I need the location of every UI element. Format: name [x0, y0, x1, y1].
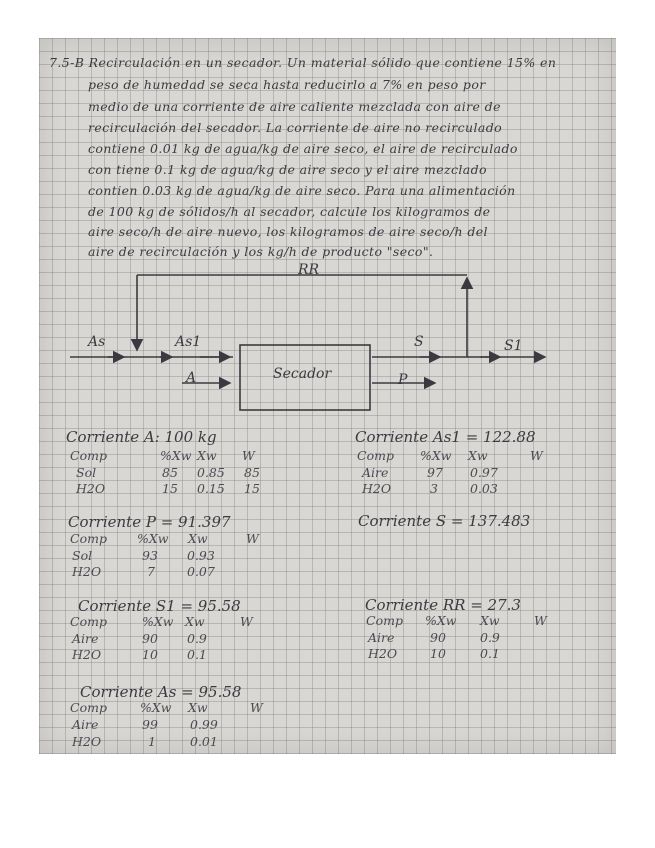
- exit-air-label: S: [414, 334, 424, 350]
- table-cell: 0.1: [480, 646, 500, 661]
- column-header: Comp: [70, 531, 107, 546]
- column-header: Comp: [70, 614, 107, 629]
- column-header: Xw: [188, 531, 208, 546]
- column-header: W: [250, 700, 263, 715]
- table-heading: Corriente As1 = 122.88: [355, 428, 536, 446]
- table-cell: 10: [430, 646, 446, 661]
- column-header: Xw: [197, 448, 217, 463]
- table-cell: 0.07: [187, 564, 215, 579]
- table-cell: H2O: [368, 646, 398, 661]
- table-cell: 7: [147, 564, 155, 579]
- column-header: Comp: [366, 613, 403, 628]
- problem-line: 7.5-B Recirculación en un secador. Un material sólido que contiene 15% en: [49, 55, 557, 70]
- table-cell: 3: [430, 481, 438, 496]
- table-heading: Corriente A: 100 kg: [66, 428, 217, 446]
- column-header: %Xw: [425, 613, 457, 628]
- problem-line: peso de humedad se seca hasta reducirlo a 7% en peso por: [88, 77, 486, 92]
- problem-line: aire de recirculación y los kg/h de producto "seco".: [88, 244, 434, 259]
- table-cell: H2O: [362, 481, 392, 496]
- column-header: Xw: [480, 613, 500, 628]
- table-cell: 93: [142, 548, 158, 563]
- column-header: %Xw: [420, 448, 452, 463]
- table-heading: Corriente RR = 27.3: [365, 596, 521, 614]
- table-heading: Corriente S = 137.483: [358, 512, 531, 530]
- table-cell: Sol: [72, 548, 93, 563]
- table-cell: 0.01: [190, 734, 218, 749]
- column-header: Comp: [357, 448, 394, 463]
- column-header: %Xw: [140, 700, 172, 715]
- table-cell: 0.03: [470, 481, 498, 496]
- table-cell: 97: [427, 465, 443, 480]
- table-cell: Sol: [76, 465, 97, 480]
- table-cell: 0.99: [190, 717, 218, 732]
- table-cell: 0.93: [187, 548, 215, 563]
- table-cell: H2O: [72, 647, 102, 662]
- table-cell: H2O: [76, 481, 106, 496]
- column-header: Xw: [185, 614, 205, 629]
- table-cell: 15: [244, 481, 260, 496]
- table-cell: 0.9: [187, 631, 207, 646]
- table-cell: 85: [162, 465, 178, 480]
- column-header: Xw: [468, 448, 488, 463]
- table-cell: Aire: [72, 717, 99, 732]
- column-header: W: [534, 613, 547, 628]
- problem-line: contien 0.03 kg de agua/kg de aire seco. Para una alimentación: [88, 183, 516, 198]
- problem-line: medio de una corriente de aire caliente mezclada con aire de: [88, 99, 501, 114]
- table-cell: 0.9: [480, 630, 500, 645]
- problem-line: con tiene 0.1 kg de agua/kg de aire seco y el aire mezclado: [88, 162, 487, 177]
- table-cell: 0.85: [197, 465, 225, 480]
- column-header: W: [246, 531, 259, 546]
- table-cell: 1: [148, 734, 156, 749]
- column-header: W: [240, 614, 253, 629]
- column-header: %Xw: [142, 614, 174, 629]
- table-cell: Aire: [362, 465, 389, 480]
- table-cell: Aire: [368, 630, 395, 645]
- column-header: Comp: [70, 448, 107, 463]
- column-header: W: [530, 448, 543, 463]
- table-cell: 90: [430, 630, 446, 645]
- table-cell: H2O: [72, 564, 102, 579]
- mixed-air-label: As1: [175, 334, 202, 350]
- table-cell: 10: [142, 647, 158, 662]
- table-cell: H2O: [72, 734, 102, 749]
- product-label: P: [398, 372, 408, 388]
- table-heading: Corriente As = 95.58: [80, 683, 242, 701]
- column-header: Xw: [188, 700, 208, 715]
- table-cell: 15: [162, 481, 178, 496]
- table-cell: 90: [142, 631, 158, 646]
- problem-line: contiene 0.01 kg de agua/kg de aire seco, el aire de recirculado: [88, 141, 518, 156]
- table-cell: 0.1: [187, 647, 207, 662]
- table-cell: 0.15: [197, 481, 225, 496]
- column-header: %Xw: [137, 531, 169, 546]
- table-cell: 0.97: [470, 465, 498, 480]
- table-cell: Aire: [72, 631, 99, 646]
- purge-label: S1: [504, 338, 523, 354]
- table-cell: 85: [244, 465, 260, 480]
- problem-line: recirculación del secador. La corriente de aire no recirculado: [88, 120, 503, 135]
- table-cell: 99: [142, 717, 158, 732]
- problem-line: aire seco/h de aire nuevo, los kilogramos de aire seco/h del: [88, 224, 488, 239]
- problem-line: de 100 kg de sólidos/h al secador, calcule los kilogramos de: [88, 204, 491, 219]
- fresh-air-label: As: [88, 334, 106, 350]
- recycle-label: RR: [298, 262, 320, 278]
- feed-label: A: [186, 370, 197, 386]
- column-header: %Xw: [160, 448, 192, 463]
- table-heading: Corriente S1 = 95.58: [78, 597, 241, 615]
- column-header: Comp: [70, 700, 107, 715]
- table-heading: Corriente P = 91.397: [68, 513, 231, 531]
- column-header: W: [242, 448, 255, 463]
- dryer-label: Secador: [273, 366, 332, 382]
